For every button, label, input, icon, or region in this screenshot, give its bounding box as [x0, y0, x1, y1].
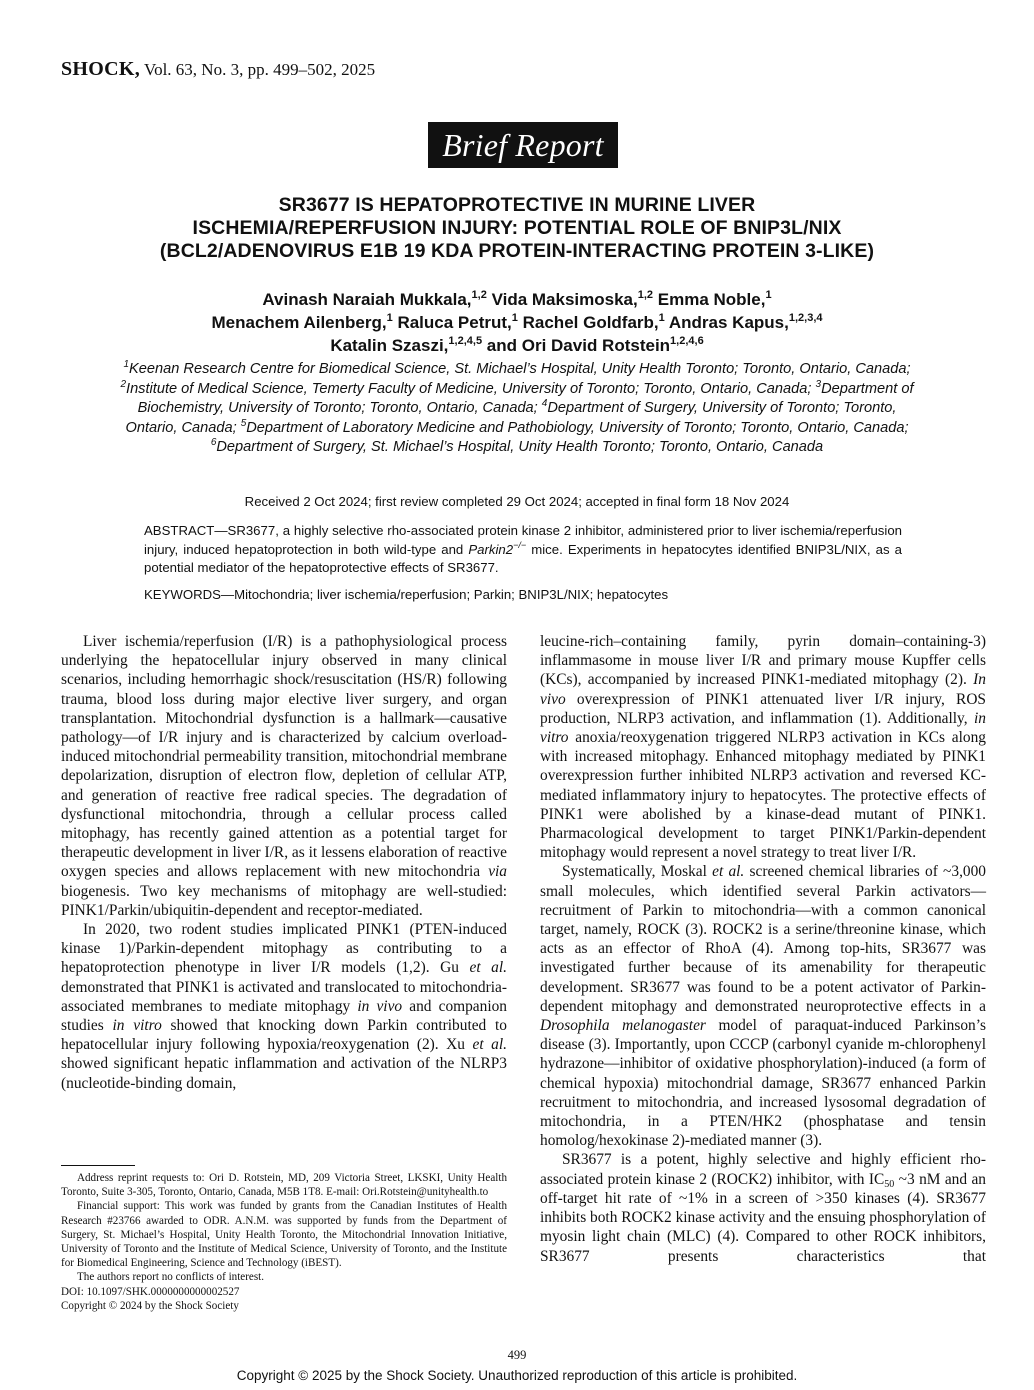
author-name: Rachel Goldfarb,: [522, 313, 659, 332]
affiliation: [123, 361, 910, 377]
author-name: Menachem Ailenberg,: [211, 313, 387, 332]
author-name: Emma Noble,: [657, 290, 766, 309]
author-affil: 1: [765, 289, 772, 301]
journal-name: SHOCK,: [61, 58, 141, 80]
affiliations: [120, 360, 914, 458]
body-paragraph-continued: leucine-rich–containing family, pyrin domain–containing-3) inflammasome in mouse liver I/R and primary mouse Kupffer cells (KCs), accompanied by increased PINK1-mediated mitophagy (2). In vivo overexpression of PINK1 attenuated liver I/R injury, ROS production, NLRP3 activation, and inflammation (1). Additionally, in vitro anoxia/reoxygenation triggered NLRP3 activation in KCs along with increased mitophagy. Enhanced mitophagy mediated by PINK1 overexpression further inhibited NLRP3 activation and reversed KC-mediated inflammatory injury to hepatocytes. The protective effects of PINK1 were abolished by a kinase-dead mutant of PINK1. Pharmacological development to target PINK1/Parkin-dependent mitophagy would represent a novel strategy to treat liver I/R.: [540, 633, 986, 862]
page-number: 499: [507, 1348, 527, 1362]
body-paragraph: Systematically, Moskal et al. screened chemical libraries of ~3,000 small molecules, which identified several Parkin activators—recruitment of Parkin to mitochondria—with a common canonical target, namely, ROCK (3). ROCK2 is a serine/threonine kinase, which acts as an effector of RhoA (4). Among top-hits, SR3677 was investigated further because of its amenability for therapeutic development. SR3677 was found to be a potent activator of Parkin-dependent mitophagy and demonstrated neuroprotective effects in a Drosophila melanogaster model of paraquat-induced Parkinson’s disease (3). Importantly, upon CCCP (carbonyl cyanide m-chlorophenyl hydrazone—inhibitor of oxidative phosphorylation)-induced (a form of chemical hypoxia) mitochondrial damage, SR3677 enhanced Parkin recruitment to mitochondria, and increased lysosomal degradation of mitochondria, in a PTEN/HK2 (phosphatase and tensin homolog/hexokinase 2)-mediated manner (3).: [540, 863, 987, 1150]
footnote-address: Address reprint requests to: Ori D. Rotstein, MD, 209 Victoria Street, LKSKI, Unity Health Toronto, Suite 3-305, Toronto, Ontario, Canada, M5B 1T8. E-mail: Ori.Rotstein@unityhealth.to: [61, 1172, 507, 1199]
body-column-left: [61, 632, 507, 1093]
author-name: and Ori David Rotstein: [486, 336, 671, 355]
affiliation-text: Department of Surgery, University of Toronto; Toronto, Ontario, Canada;: [125, 400, 897, 436]
title-line: SR3677 IS HEPATOPROTECTIVE IN MURINE LIVER: [278, 194, 756, 216]
author-name: Raluca Petrut,: [397, 313, 512, 332]
footnote-conflicts: The authors report no conflicts of interest.: [77, 1271, 264, 1284]
body-column-right: [540, 632, 986, 1266]
volume-info: Vol. 63, No. 3, pp. 499–502, 2025: [144, 60, 376, 79]
footnote-doi: DOI: 10.1097/SHK.0000000000002527: [61, 1285, 240, 1298]
author-affil: 1,2,4,6: [670, 335, 704, 347]
journal-citation: [61, 58, 375, 81]
keywords-text: Mitochondria; liver ischemia/reperfusion; Parkin; BNIP3L/NIX; hepatocytes: [234, 587, 669, 602]
author-affil: 1: [658, 312, 665, 324]
author-name: Vida Maksimoska,: [491, 290, 638, 309]
affiliation: [120, 378, 816, 397]
affiliation-number: 3: [815, 378, 822, 390]
footnote-copyright: Copyright © 2024 by the Shock Society: [61, 1299, 239, 1312]
affiliation-text: Keenan Research Centre for Biomedical Science, St. Michael’s Hospital, Unity Health Toronto; Toronto, Ontario, Canada;: [129, 361, 911, 377]
author-list: [110, 288, 924, 357]
author-affil: 1: [386, 312, 393, 324]
abstract: [144, 522, 902, 578]
footnotes: [61, 1171, 507, 1313]
author-affil: 1,2,3,4: [788, 312, 823, 324]
body-paragraph: SR3677 is a potent, highly selective and highly efficient rho-associated protein kinase 2 (ROCK2) inhibitor, with $IC_{50}$ ~3 nM and an off-target hit rate of ~1% in a screen of >350 kinases (4). SR3677 inhibits both ROCK2 kinase activity and the ensuing phosphorylation of myosin light chain (MLC) (4). Compared to other ROCK inhibitors, SR3677 presents characteristics that: [540, 1151, 986, 1265]
copyright-footer: Copyright © 2025 by the Shock Society. Unauthorized reproduction of this article is prohibited.: [236, 1368, 798, 1383]
body-paragraph: Liver ischemia/reperfusion (I/R) is a pathophysiological process underlying the hepatocellular injury observed in many clinical scenarios, including hemorrhagic shock/resuscitation (HS/R) following trauma, blood loss during major elective liver surgery, and organ transplantation. Mitochondrial dysfunction is a hallmark—causative pathology—of I/R injury and is characterized by calcium overload-induced mitochondrial permeability transition, mitochondrial membrane depolarization, disruption of electron flow, depletion of cellular ATP, and generation of reactive free radical species. The degradation of dysfunctional mitochondria, through a cellular process called mitophagy, has recently gained attention as a potential target for therapeutic development in liver I/R, as it lessens elaboration of reactive oxygen species and allows replacement with new mitochondria via biogenesis. Two key mechanisms of mitophagy are well-studied: PINK1/Parkin/ubiquitin-dependent and receptor-mediated.: [61, 633, 507, 919]
author-name: Andras Kapus,: [668, 313, 789, 332]
received-dates: Received 2 Oct 2024; first review completed 29 Oct 2024; accepted in final form 18 Nov 2024: [244, 494, 790, 509]
affiliation-number: 2: [120, 378, 127, 390]
author-affil: 1,2: [471, 289, 487, 301]
affiliation-number: 6: [210, 437, 217, 448]
footnote-rule: [61, 1165, 135, 1166]
affiliation-number: 5: [240, 417, 247, 429]
affiliation-number: 1: [123, 359, 130, 370]
affiliation: [240, 417, 909, 436]
keywords-label: KEYWORDS—: [144, 587, 235, 602]
affiliation: [211, 439, 823, 455]
affiliation-text: Department of Surgery, St. Michael’s Hospital, Unity Health Toronto; Toronto, Ontario, Canada: [216, 439, 824, 455]
affiliation-text: Department of Biochemistry, University of Toronto; Toronto, Ontario, Canada;: [137, 380, 914, 416]
author-affil: 1: [511, 312, 518, 324]
author-name: Avinash Naraiah Mukkala,: [262, 290, 472, 309]
section-label: Brief Report: [428, 122, 618, 168]
affiliation-number: 4: [541, 398, 548, 409]
author-name: Katalin Szaszi,: [330, 336, 449, 355]
author-affil: 1,2: [637, 289, 654, 301]
author-affil: 1,2,4,5: [448, 335, 483, 347]
keywords: [144, 587, 668, 602]
affiliation-text: Department of Laboratory Medicine and Pathobiology, University of Toronto; Toronto, Ontario, Canada;: [246, 419, 909, 436]
title-line: ISCHEMIA/REPERFUSION INJURY: POTENTIAL ROLE OF BNIP3L/NIX: [192, 217, 842, 239]
body-paragraph: In 2020, two rodent studies implicated PINK1 (PTEN-induced kinase 1)/Parkin-dependent mitophagy as contributing to a hepatoprotection phenotype in liver I/R models (1,2). Gu et al. demonstrated that PINK1 is activated and translocated to mitochondria-associated membranes to mediate mitophagy in vivo and companion studies in vitro showed that knocking down Parkin contributed to hepatocellular injury following hypoxia/reoxygenation (2). Xu et al. showed significant hepatic inflammation and activation of the NLRP3 (nucleotide-binding domain,: [61, 921, 507, 1092]
title-line: (BCL2/ADENOVIRUS E1B 19 KDA PROTEIN-INTERACTING PROTEIN 3-LIKE): [159, 240, 875, 262]
article-title: [120, 194, 914, 263]
abstract-text: SR3677, a highly selective rho-associated protein kinase 2 inhibitor, administered prior to liver ischemia/reperfusion injury, induced hepatoprotection in both wild-type and Parkin2−/− mice. Experiments in hepatocytes identified BNIP3L/NIX, as a potential mediator of the hepatoprotective effects of SR3677.: [144, 523, 902, 575]
affiliation-text: Institute of Medical Science, Temerty Faculty of Medicine, University of Toronto; Toronto, Ontario, Canada;: [126, 380, 816, 397]
abstract-label: ABSTRACT—: [144, 523, 228, 538]
footnote-funding: Financial support: This work was funded by grants from the Canadian Institutes of Health Research #23766 awarded to ODR. A.N.M. was supported by funds from the Department of Surgery, St. Michael’s Hospital, Unity Health Toronto, the Mitochondrial Innovation Initiative, University of Toronto and the Institute of Medical Science, University of Toronto, and the Institute for Biomedical Engineering, Science and Technology (iBEST).: [61, 1200, 507, 1270]
